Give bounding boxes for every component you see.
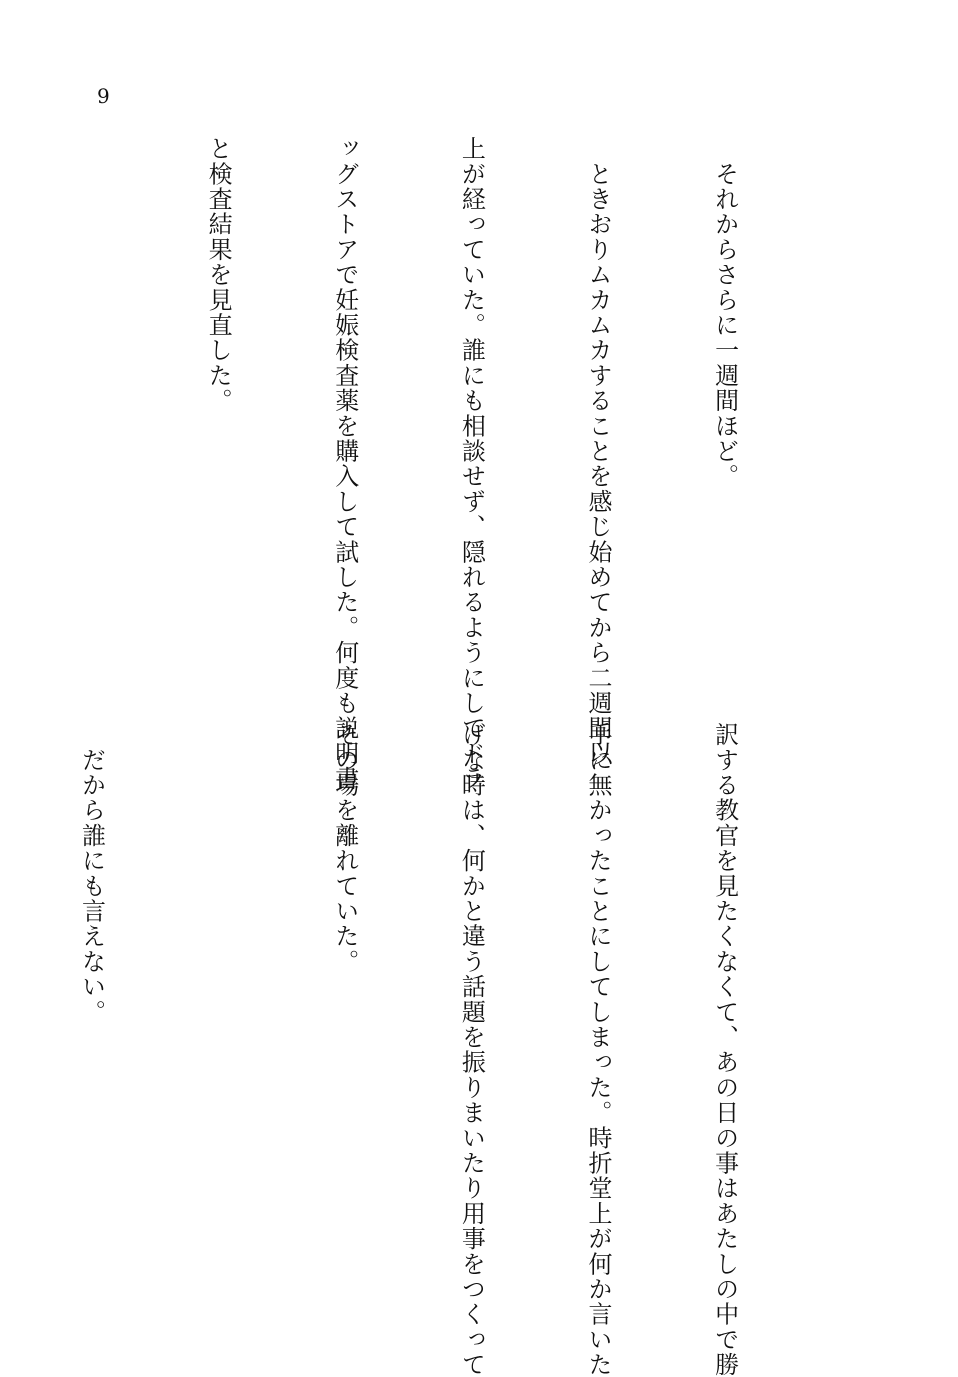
text-line: 手に無かったことにしてしまった。時折堂上が何か言いた [583, 722, 612, 1377]
text-line: 上が経っていた。誰にも相談せず、隠れるようにしてドラ [457, 136, 486, 792]
bottom-text-block [77, 722, 830, 1377]
text-line: ッグストアで妊娠検査薬を購入して試した。何度も説明書 [330, 136, 359, 792]
blank-line [197, 722, 239, 1242]
text-line: と検査結果を見直した。 [204, 136, 233, 414]
text-line: それからさらに一週間ほど。 [710, 136, 739, 489]
text-line: ときおりムカムカすることを感じ始めてから二週間以 [583, 136, 612, 766]
blank-line [70, 136, 112, 678]
text-line: 訳する教官を見たくなくて、あの日の事はあたしの中で勝 [710, 722, 739, 1377]
text-line: だから誰にも言えない。 [77, 722, 106, 1025]
page-number: 9 [97, 84, 110, 108]
text-line: その場を離れていた。 [330, 722, 359, 974]
text-line: げな時は、何かと違う話題を振りまいたり用事をつくって [457, 722, 486, 1377]
top-text-block [125, 136, 830, 792]
